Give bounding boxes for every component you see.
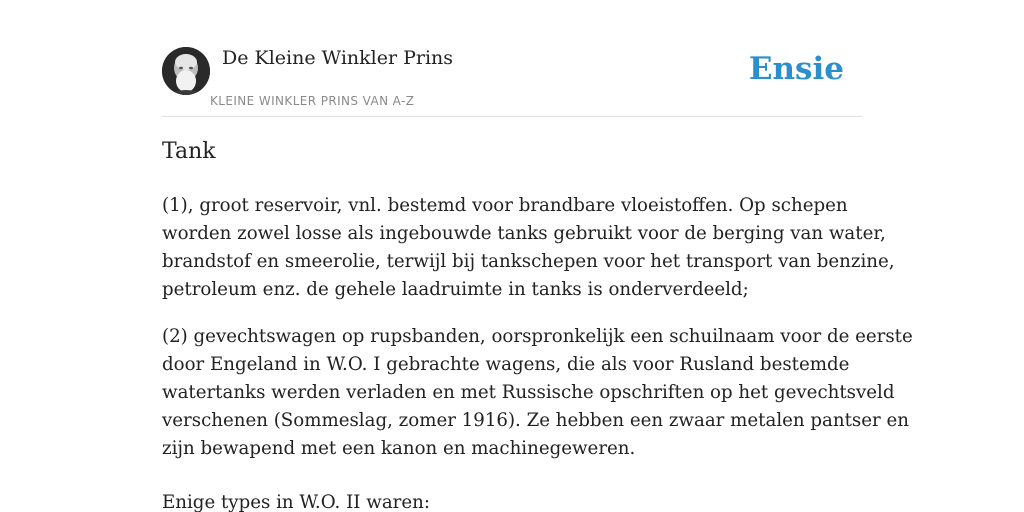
paragraph-line: watertanks werden verladen en met Russische opschriften op het gevechtsveld xyxy=(162,382,895,403)
paragraph-line: brandstof en smeerolie, terwijl bij tankschepen voor het transport van benzine, xyxy=(162,251,895,272)
brand-logo-link[interactable]: Ensie xyxy=(748,51,844,87)
paragraph-line: zijn bewapend met een kanon en machinegeweren. xyxy=(162,438,636,459)
definition-paragraph-1 xyxy=(162,192,895,304)
types-intro-paragraph: Enige types in W.O. II waren: xyxy=(162,492,430,512)
portrait-icon xyxy=(162,47,210,95)
paragraph-line: (2) gevechtswagen op rupsbanden, oorspronkelijk een schuilnaam voor de eerste xyxy=(162,326,913,347)
paragraph-line: worden zowel losse als ingebouwde tanks gebruikt voor de berging van water, xyxy=(162,223,886,244)
paragraph-line: petroleum enz. de gehele laadruimte in tanks is onderverdeeld; xyxy=(162,279,749,300)
paragraph-line: door Engeland in W.O. I gebrachte wagens, die als voor Rusland bestemde xyxy=(162,354,850,375)
source-subtitle[interactable]: KLEINE WINKLER PRINS VAN A-Z xyxy=(210,94,415,108)
source-title[interactable]: De Kleine Winkler Prins xyxy=(222,47,454,69)
paragraph-line: (1), groot reservoir, vnl. bestemd voor brandbare vloeistoffen. Op schepen xyxy=(162,195,848,216)
article-title: Tank xyxy=(162,139,216,164)
paragraph-line: verschenen (Sommeslag, zomer 1916). Ze hebben een zwaar metalen pantser en xyxy=(162,410,909,431)
avatar[interactable] xyxy=(162,47,210,95)
definition-paragraph-2 xyxy=(162,323,913,463)
source-header xyxy=(162,44,862,117)
